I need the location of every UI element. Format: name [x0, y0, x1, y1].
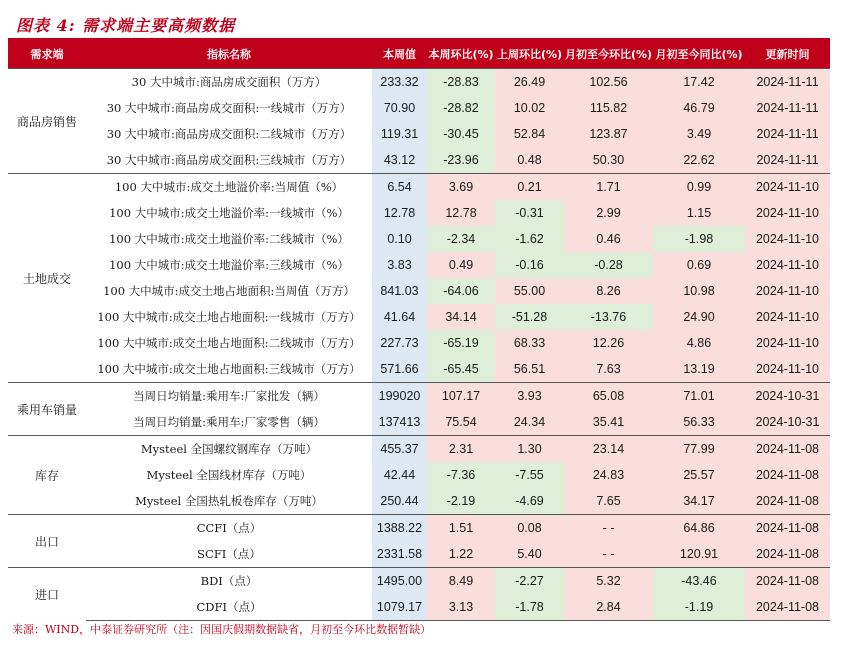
indicator-name-cell: 100 大中城市:成交土地占地面积:三线城市（万方） [97, 362, 361, 376]
wow-last-week-cell: 55.00 [495, 278, 564, 304]
this-week-value-cell: 2331.58 [372, 541, 427, 568]
this-week-value-cell: 455.37 [372, 436, 427, 463]
update-time-cell: 2024-11-10 [745, 200, 830, 226]
wow-last-week-cell: 1.30 [495, 436, 564, 463]
mtd-yoy-cell: 3.49 [653, 121, 745, 147]
table-row [8, 541, 830, 568]
mtd-yoy-cell: -1.19 [653, 594, 745, 621]
header-mtd-mom: 月初至今环比(%) [564, 40, 653, 69]
category-cell: 乘用车销量 [8, 383, 86, 436]
update-time-cell: 2024-11-08 [745, 541, 830, 568]
indicator-name-cell: 30 大中城市:商品房成交面积:二线城市（万方） [106, 127, 352, 141]
category-cell: 进口 [8, 568, 86, 621]
category-cell: 库存 [8, 436, 86, 515]
header-mtd-yoy: 月初至今同比(%) [653, 40, 745, 69]
mtd-yoy-cell: 13.19 [653, 356, 745, 383]
this-week-value-cell: 199020 [372, 383, 427, 410]
wow-this-week-cell: 1.51 [427, 515, 495, 542]
update-time-cell: 2024-11-11 [745, 95, 830, 121]
update-time-cell: 2024-10-31 [745, 383, 830, 410]
wow-this-week-cell: 12.78 [427, 200, 495, 226]
this-week-value-cell: 137413 [372, 409, 427, 436]
this-week-value-cell: 42.44 [372, 462, 427, 488]
mtd-yoy-cell: 77.99 [653, 436, 745, 463]
wow-this-week-cell: -30.45 [427, 121, 495, 147]
wow-this-week-cell: 8.49 [427, 568, 495, 595]
mtd-yoy-cell: 4.86 [653, 330, 745, 356]
table-row [8, 200, 830, 226]
mtd-mom-cell: - - [564, 515, 653, 542]
table-row [8, 252, 830, 278]
update-time-cell: 2024-11-10 [745, 330, 830, 356]
mtd-yoy-cell: 46.79 [653, 95, 745, 121]
indicator-name-cell: Mysteel 全国线材库存（万吨） [146, 468, 312, 482]
mtd-mom-cell: -0.28 [564, 252, 653, 278]
wow-last-week-cell: -51.28 [495, 304, 564, 330]
update-time-cell: 2024-11-08 [745, 568, 830, 595]
update-time-cell: 2024-11-10 [745, 356, 830, 383]
mtd-yoy-cell: 0.69 [653, 252, 745, 278]
mtd-mom-cell: 115.82 [564, 95, 653, 121]
mtd-mom-cell: 2.84 [564, 594, 653, 621]
mtd-yoy-cell: 24.90 [653, 304, 745, 330]
mtd-yoy-cell: 56.33 [653, 409, 745, 436]
indicator-name-cell: SCFI（点） [197, 547, 261, 561]
header-wow-last-week: 上周环比(%) [495, 40, 564, 69]
this-week-value-cell: 571.66 [372, 356, 427, 383]
mtd-yoy-cell: 1.15 [653, 200, 745, 226]
this-week-value-cell: 119.31 [372, 121, 427, 147]
wow-this-week-cell: 107.17 [427, 383, 495, 410]
mtd-mom-cell: 24.83 [564, 462, 653, 488]
this-week-value-cell: 41.64 [372, 304, 427, 330]
mtd-mom-cell: 102.56 [564, 69, 653, 96]
mtd-mom-cell: 0.46 [564, 226, 653, 252]
mtd-mom-cell: 7.63 [564, 356, 653, 383]
wow-this-week-cell: 34.14 [427, 304, 495, 330]
table-row [8, 278, 830, 304]
table-body [8, 69, 830, 621]
wow-last-week-cell: -7.55 [495, 462, 564, 488]
table-row [8, 69, 830, 96]
wow-last-week-cell: 26.49 [495, 69, 564, 96]
header-indicator-name: 指标名称 [86, 40, 372, 69]
mtd-yoy-cell: 0.99 [653, 174, 745, 201]
category-cell: 商品房销售 [8, 69, 86, 174]
update-time-cell: 2024-11-10 [745, 252, 830, 278]
update-time-cell: 2024-11-10 [745, 278, 830, 304]
wow-last-week-cell: 5.40 [495, 541, 564, 568]
table-header-row [8, 40, 830, 69]
update-time-cell: 2024-11-08 [745, 488, 830, 515]
wow-last-week-cell: 52.84 [495, 121, 564, 147]
update-time-cell: 2024-11-11 [745, 69, 830, 96]
wow-last-week-cell: 0.48 [495, 147, 564, 174]
header-update-time: 更新时间 [745, 40, 830, 69]
category-cell: 出口 [8, 515, 86, 568]
update-time-cell: 2024-11-11 [745, 147, 830, 174]
wow-this-week-cell: 2.31 [427, 436, 495, 463]
indicator-name-cell: CDFI（点） [86, 594, 372, 621]
mtd-yoy-cell: 22.62 [653, 147, 745, 174]
wow-last-week-cell: -2.27 [495, 568, 564, 595]
update-time-cell: 2024-10-31 [745, 409, 830, 436]
wow-last-week-cell: -0.16 [495, 252, 564, 278]
table-row [8, 462, 830, 488]
mtd-mom-cell: 50.30 [564, 147, 653, 174]
mtd-mom-cell: 12.26 [564, 330, 653, 356]
indicator-name-cell: 30 大中城市:商品房成交面积:一线城市（万方） [106, 101, 352, 115]
mtd-yoy-cell: 120.91 [653, 541, 745, 568]
this-week-value-cell: 841.03 [372, 278, 427, 304]
indicator-name-cell: 30 大中城市:商品房成交面积:三线城市（万方） [106, 153, 352, 167]
indicator-name-cell: 100 大中城市:成交土地占地面积:当周值（万方） [103, 284, 355, 298]
table-row [8, 436, 830, 463]
wow-last-week-cell: 56.51 [495, 356, 564, 383]
wow-this-week-cell: 75.54 [427, 409, 495, 436]
indicator-name-cell: 100 大中城市:成交土地溢价率:当周值（%） [86, 174, 372, 201]
mtd-yoy-cell: 25.57 [653, 462, 745, 488]
wow-this-week-cell: -2.34 [427, 226, 495, 252]
wow-this-week-cell: -64.06 [427, 278, 495, 304]
mtd-yoy-cell: 17.42 [653, 69, 745, 96]
wow-this-week-cell: -65.45 [427, 356, 495, 383]
figure-title-bar [8, 4, 830, 40]
wow-this-week-cell: -7.36 [427, 462, 495, 488]
this-week-value-cell: 1079.17 [372, 594, 427, 621]
table-row [8, 95, 830, 121]
table-row [8, 330, 830, 356]
indicator-name-cell: 100 大中城市:成交土地溢价率:一线城市（%） [109, 206, 349, 220]
indicator-name-cell: Mysteel 全国热轧板卷库存（万吨） [135, 494, 323, 508]
mtd-mom-cell: 123.87 [564, 121, 653, 147]
category-cell: 土地成交 [8, 174, 86, 383]
header-demand-side: 需求端 [8, 40, 86, 69]
mtd-mom-cell: 5.32 [564, 568, 653, 595]
mtd-mom-cell: 8.26 [564, 278, 653, 304]
wow-this-week-cell: -65.19 [427, 330, 495, 356]
figure-title: 图表 4: 需求端主要高频数据 [16, 16, 236, 35]
table-row [8, 226, 830, 252]
table-row [8, 174, 830, 201]
table-row [8, 568, 830, 595]
indicator-name-cell: BDI（点） [86, 568, 372, 595]
wow-this-week-cell: 3.69 [427, 174, 495, 201]
wow-this-week-cell: 0.49 [427, 252, 495, 278]
wow-last-week-cell: -1.78 [495, 594, 564, 621]
this-week-value-cell: 0.10 [372, 226, 427, 252]
table-row [8, 488, 830, 515]
mtd-mom-cell: 1.71 [564, 174, 653, 201]
wow-last-week-cell: 24.34 [495, 409, 564, 436]
mtd-mom-cell: 2.99 [564, 200, 653, 226]
mtd-mom-cell: 23.14 [564, 436, 653, 463]
this-week-value-cell: 250.44 [372, 488, 427, 515]
update-time-cell: 2024-11-10 [745, 226, 830, 252]
mtd-mom-cell: 7.65 [564, 488, 653, 515]
this-week-value-cell: 70.90 [372, 95, 427, 121]
indicator-name-cell: 100 大中城市:成交土地占地面积:二线城市（万方） [97, 336, 361, 350]
wow-last-week-cell: -1.62 [495, 226, 564, 252]
mtd-yoy-cell: 10.98 [653, 278, 745, 304]
header-wow-this-week: 本周环比(%) [427, 40, 495, 69]
mtd-mom-cell: -13.76 [564, 304, 653, 330]
update-time-cell: 2024-11-11 [745, 121, 830, 147]
wow-this-week-cell: -2.19 [427, 488, 495, 515]
wow-last-week-cell: 0.08 [495, 515, 564, 542]
table-row [8, 304, 830, 330]
table-row [8, 147, 830, 174]
wow-last-week-cell: 3.93 [495, 383, 564, 410]
wow-this-week-cell: 1.22 [427, 541, 495, 568]
wow-last-week-cell: -0.31 [495, 200, 564, 226]
update-time-cell: 2024-11-10 [745, 304, 830, 330]
wow-this-week-cell: -28.82 [427, 95, 495, 121]
this-week-value-cell: 6.54 [372, 174, 427, 201]
wow-this-week-cell: -28.83 [427, 69, 495, 96]
mtd-mom-cell: 65.08 [564, 383, 653, 410]
mtd-yoy-cell: 34.17 [653, 488, 745, 515]
wow-this-week-cell: -23.96 [427, 147, 495, 174]
update-time-cell: 2024-11-08 [745, 594, 830, 621]
update-time-cell: 2024-11-08 [745, 436, 830, 463]
mtd-yoy-cell: -1.98 [653, 226, 745, 252]
update-time-cell: 2024-11-10 [745, 174, 830, 201]
wow-last-week-cell: 0.21 [495, 174, 564, 201]
mtd-yoy-cell: 64.86 [653, 515, 745, 542]
mtd-mom-cell: - - [564, 541, 653, 568]
indicator-name-cell: Mysteel 全国螺纹钢库存（万吨） [86, 436, 372, 463]
demand-data-table [8, 40, 830, 621]
wow-this-week-cell: 3.13 [427, 594, 495, 621]
indicator-name-cell: 100 大中城市:成交土地溢价率:三线城市（%） [109, 258, 349, 272]
indicator-name-cell: 100 大中城市:成交土地溢价率:二线城市（%） [109, 232, 349, 246]
this-week-value-cell: 233.32 [372, 69, 427, 96]
table-row [8, 356, 830, 383]
update-time-cell: 2024-11-08 [745, 515, 830, 542]
header-this-week-value: 本周值 [372, 40, 427, 69]
this-week-value-cell: 12.78 [372, 200, 427, 226]
indicator-name-cell: 100 大中城市:成交土地占地面积:一线城市（万方） [97, 310, 361, 324]
this-week-value-cell: 227.73 [372, 330, 427, 356]
indicator-name-cell: 当周日均销量:乘用车:厂家批发（辆） [86, 383, 372, 410]
mtd-yoy-cell: 71.01 [653, 383, 745, 410]
mtd-mom-cell: 35.41 [564, 409, 653, 436]
table-row [8, 409, 830, 436]
this-week-value-cell: 43.12 [372, 147, 427, 174]
indicator-name-cell: 30 大中城市:商品房成交面积（万方） [86, 69, 372, 96]
table-row [8, 515, 830, 542]
wow-last-week-cell: -4.69 [495, 488, 564, 515]
this-week-value-cell: 1495.00 [372, 568, 427, 595]
update-time-cell: 2024-11-08 [745, 462, 830, 488]
table-row [8, 121, 830, 147]
mtd-yoy-cell: -43.46 [653, 568, 745, 595]
table-row [8, 383, 830, 410]
indicator-name-cell: CCFI（点） [86, 515, 372, 542]
this-week-value-cell: 1388.22 [372, 515, 427, 542]
this-week-value-cell: 3.83 [372, 252, 427, 278]
indicator-name-cell: 当周日均销量:乘用车:厂家零售（辆） [133, 415, 325, 429]
table-row [8, 594, 830, 621]
wow-last-week-cell: 68.33 [495, 330, 564, 356]
wow-last-week-cell: 10.02 [495, 95, 564, 121]
source-note: 来源：WIND，中泰证券研究所（注：因国庆假期数据缺省，月初至今环比数据暂缺） [12, 623, 432, 636]
